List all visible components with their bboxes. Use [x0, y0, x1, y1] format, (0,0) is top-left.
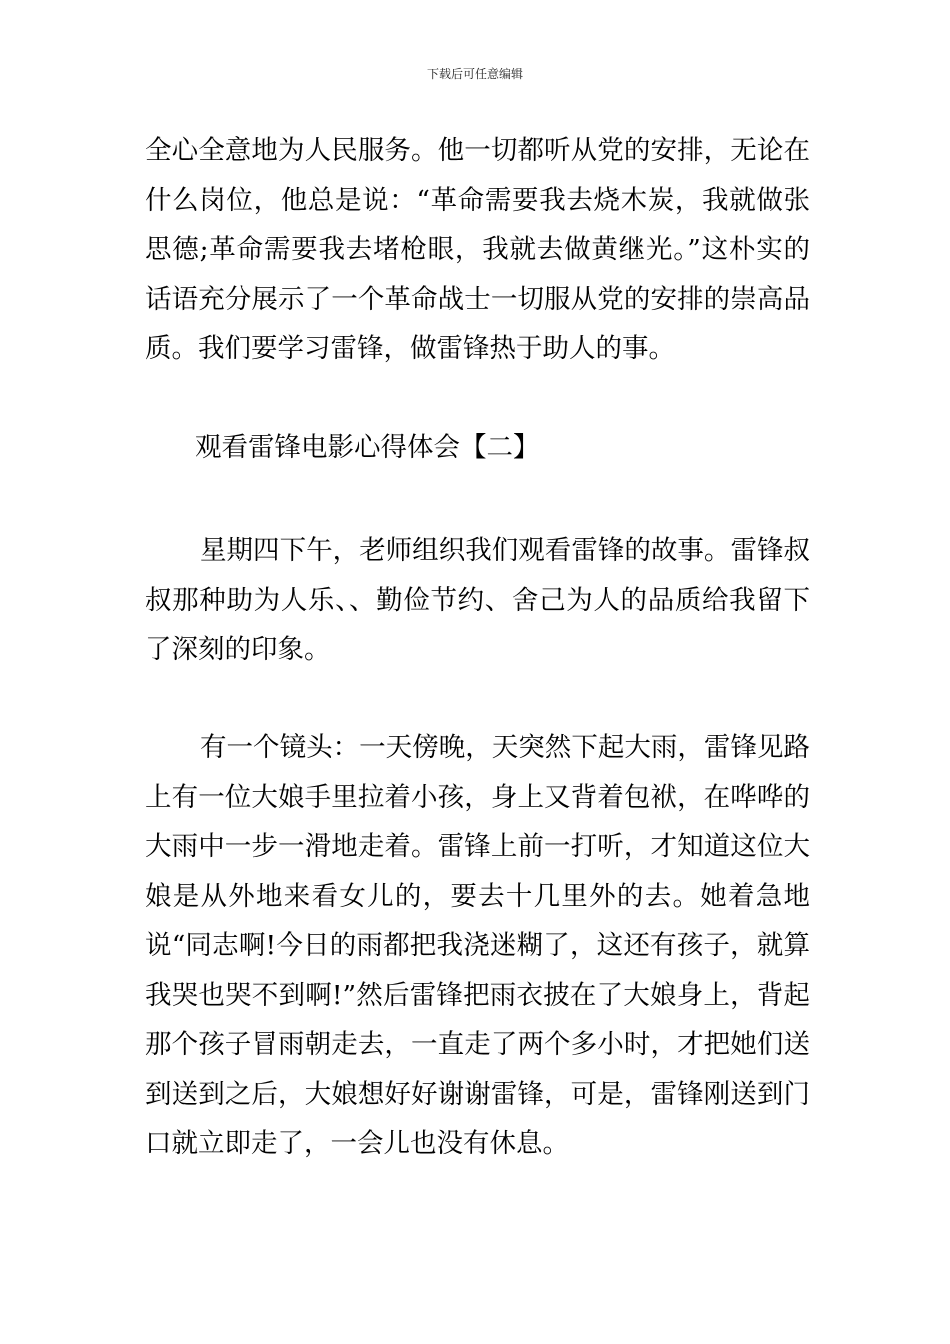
paragraph-3: 有一个镜头：一天傍晚，天突然下起大雨，雷锋见路上有一位大娘手里拉着小孩，身上又背着包袱，在哗哗的大雨中一步一滑地走着。雷锋上前一打听，才知道这位大娘是从外地来看女儿的，要去十几里外的去。她着急地说“同志啊!今日的雨都把我浇迷糊了，这还有孩子，就算我哭也哭不到啊!”然后雷锋把雨衣披在了大娘身上，背起那个孩子冒雨朝走去，一直走了两个多小时，才把她们送到送到之后，大娘想好好谢谢雷锋，可是，雷锋刚送到门口就立即走了，一会儿也没有休息。 — [145, 732, 810, 1159]
section-heading: 观看雷锋电影心得体会【二】 — [195, 432, 540, 463]
header-note: 下载后可任意编辑 — [426, 67, 523, 81]
paragraph-2: 星期四下午，老师组织我们观看雷锋的故事。雷锋叔叔那种助为人乐、、勤俭节约、舍己为人的品质给我留下了深刻的印象。 — [145, 535, 810, 665]
paragraph-1: 全心全意地为人民服务。他一切都听从党的安排，无论在什么岗位，他总是说：“革命需要我去烧木炭，我就做张思德;革命需要我去堵枪眼，我就去做黄继光。”这朴实的话语充分展示了一个革命战士一切服从党的安排的崇高品质。我们要学习雷锋，做雷锋热于助人的事。 — [145, 135, 810, 364]
